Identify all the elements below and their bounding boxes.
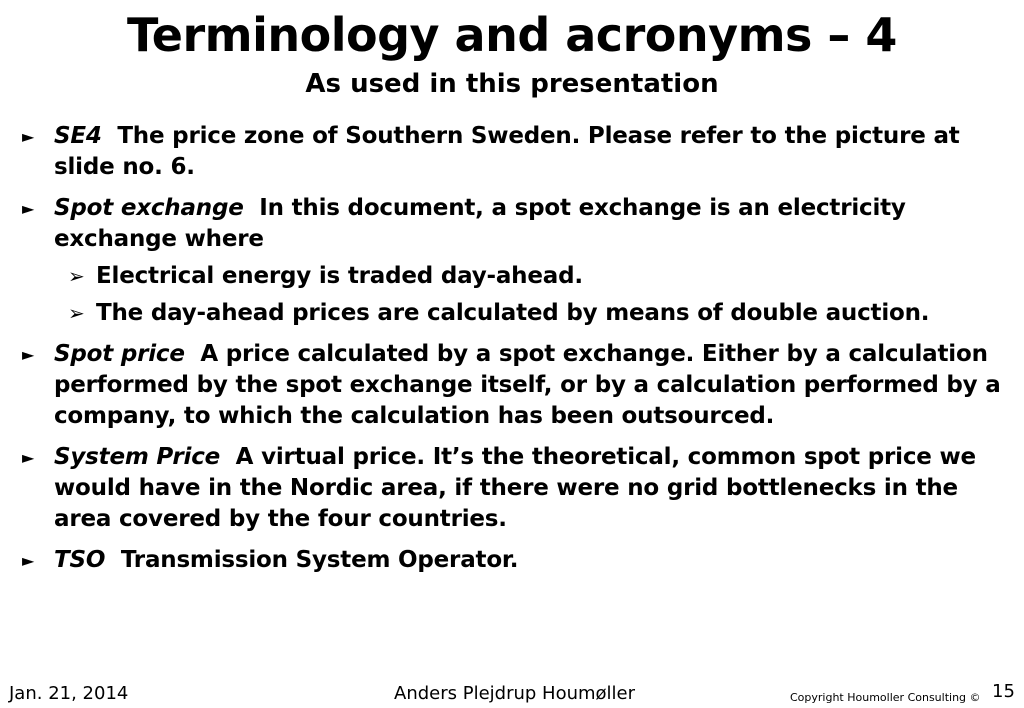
sub-item-text: The day-ahead prices are calculated by means of double auction. <box>96 300 930 326</box>
sub-list <box>22 261 1012 329</box>
term-definition: A virtual price. It’s the theoretical, common spot price we would have in the Nordic area, if there were no grid bottlenecks in the area covered by the four countries. <box>54 444 976 532</box>
term-label: Spot price <box>54 341 185 367</box>
term-label: Spot exchange <box>54 195 244 221</box>
sub-list-item <box>54 298 1012 329</box>
term-label: TSO <box>54 547 106 573</box>
triangle-right-icon: ► <box>22 345 35 364</box>
arrowhead-icon: ➢ <box>68 264 85 288</box>
page-number: 15 <box>992 681 1015 702</box>
term-definition: The price zone of Southern Sweden. Please refer to the picture at slide no. 6. <box>54 123 960 180</box>
list-item-se4 <box>22 121 1012 183</box>
list-item-spot-price <box>22 339 1012 432</box>
triangle-right-icon: ► <box>22 448 35 467</box>
list-item-tso <box>22 545 1012 576</box>
sub-item-text: Electrical energy is traded day-ahead. <box>96 263 583 289</box>
term-definition: Transmission System Operator. <box>120 547 519 573</box>
slide-subtitle: As used in this presentation <box>305 69 719 99</box>
triangle-right-icon: ► <box>22 127 35 146</box>
footer-author: Anders Plejdrup Houmøller <box>394 683 636 704</box>
bullet-list <box>22 121 1012 586</box>
term-definition: In this document, a spot exchange is an electricity exchange where <box>54 195 906 252</box>
footer-copyright: Copyright Houmoller Consulting © <box>790 691 981 704</box>
term-label: SE4 <box>54 123 102 149</box>
list-item-spot-exchange <box>22 193 1012 255</box>
term-definition: A price calculated by a spot exchange. Either by a calculation performed by the spot exchange itself, or by a calculation performed by a company, to which the calculation has been outsourced. <box>54 341 1001 429</box>
triangle-right-icon: ► <box>22 551 35 570</box>
triangle-right-icon: ► <box>22 199 35 218</box>
slide-title: Terminology and acronyms – 4 <box>127 8 897 62</box>
footer-date: Jan. 21, 2014 <box>9 683 129 704</box>
term-label: System Price <box>54 444 221 470</box>
list-item-system-price <box>22 442 1012 535</box>
sub-list-item <box>54 261 1012 292</box>
arrowhead-icon: ➢ <box>68 301 85 325</box>
